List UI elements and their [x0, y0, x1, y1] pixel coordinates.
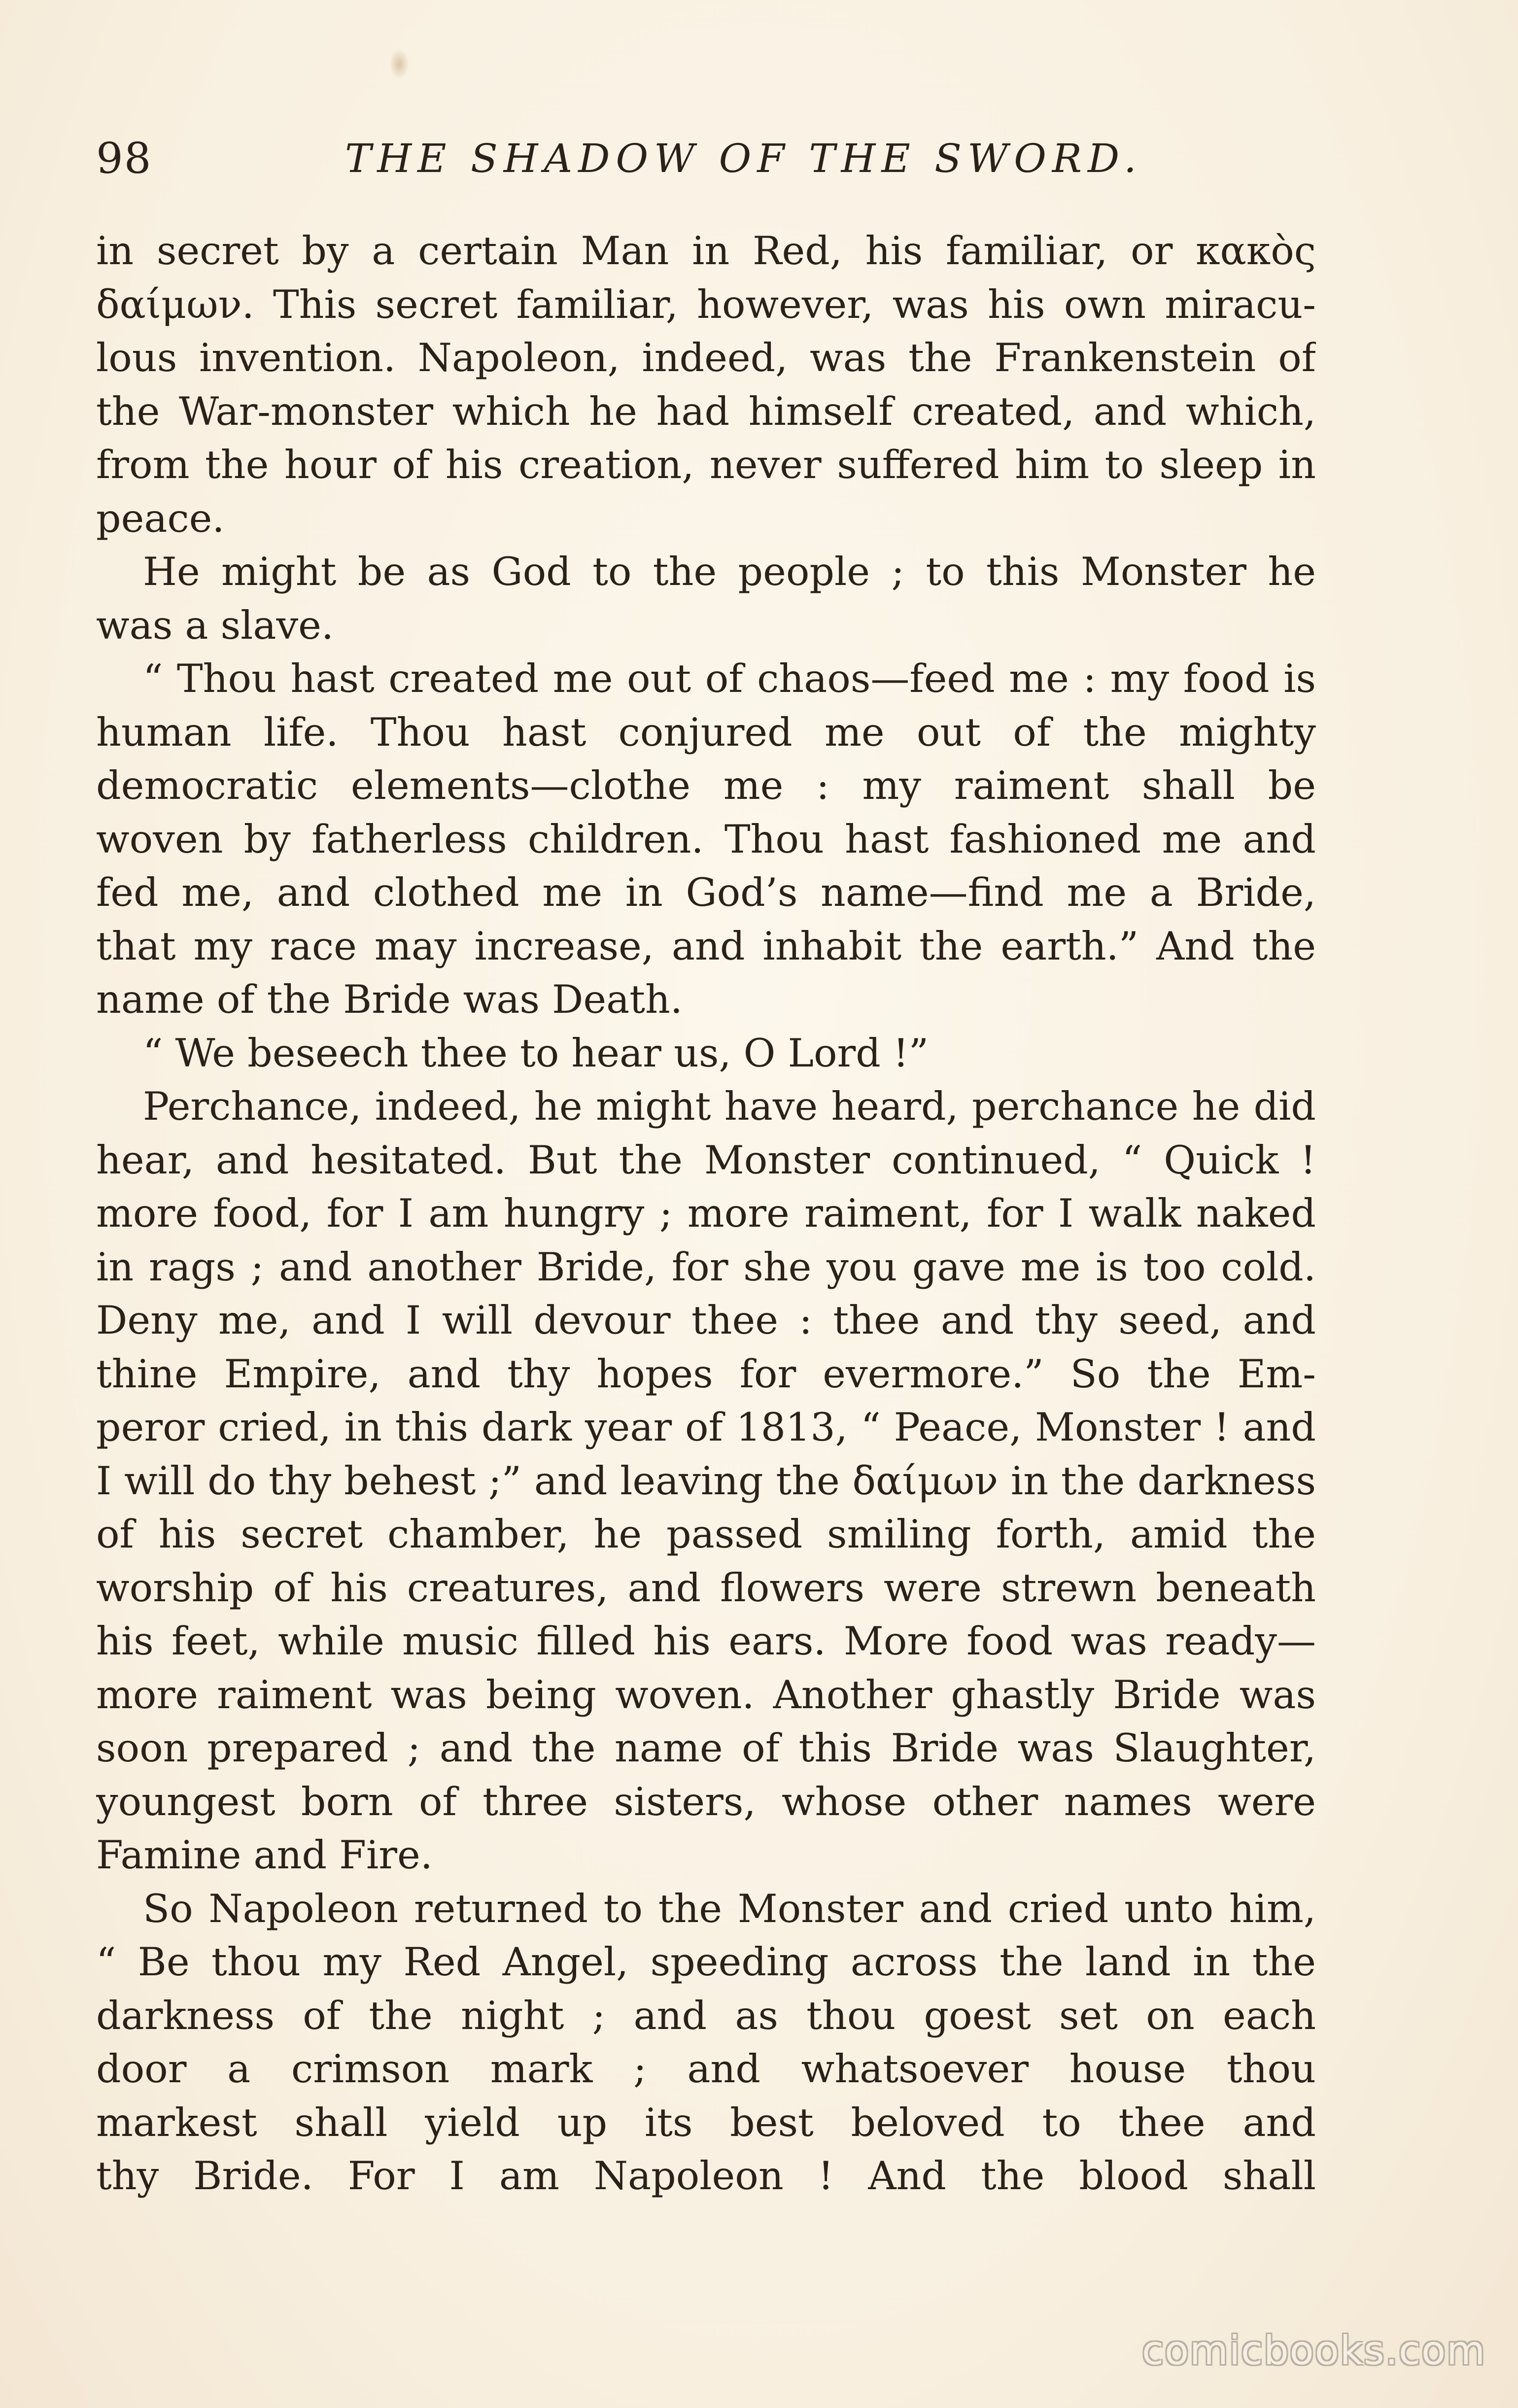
- text-line: democratic elements—clothe me : my raiment shall be: [96, 763, 1316, 808]
- text-line: that my race may increase, and inhabit the earth.” And the: [96, 923, 1316, 969]
- text-line: in rags ; and another Bride, for she you gave me is too cold.: [96, 1244, 1316, 1290]
- text-line: darkness of the night ; and as thou goest set on each: [96, 1993, 1316, 2038]
- text-line: thine Empire, and thy hopes for evermore.” So the Em-: [96, 1351, 1316, 1397]
- text-line: youngest born of three sisters, whose other names were: [96, 1779, 1316, 1824]
- text-line: peace.: [96, 495, 225, 541]
- text-line: hear, and hesitated. But the Monster continued, “ Quick !: [96, 1137, 1316, 1183]
- text-line: his feet, while music filled his ears. More food was ready—: [96, 1618, 1316, 1664]
- text-line: more food, for I am hungry ; more raiment, for I walk naked: [96, 1191, 1316, 1236]
- text-line: Deny me, and I will devour thee : thee and thy seed, and: [96, 1298, 1316, 1343]
- text-line: thy Bride. For I am Napoleon ! And the blood shall: [96, 2153, 1316, 2199]
- text-line: more raiment was being woven. Another ghastly Bride was: [96, 1672, 1316, 1718]
- text-line: woven by fatherless children. Thou hast fashioned me and: [96, 816, 1316, 862]
- text-line: “ Be thou my Red Angel, speeding across the land in the: [96, 1939, 1316, 1985]
- page-number: 98: [96, 134, 152, 183]
- text-line: soon prepared ; and the name of this Bride was Slaughter,: [96, 1725, 1316, 1771]
- text-line: So Napoleon returned to the Monster and cried unto him,: [143, 1886, 1316, 1931]
- text-line: in secret by a certain Man in Red, his familiar, or κακὸς: [96, 228, 1316, 274]
- text-line: “ Thou hast created me out of chaos—feed me : my food is: [143, 656, 1316, 701]
- text-line: human life. Thou hast conjured me out of the mighty: [96, 709, 1316, 755]
- text-line: of his secret chamber, he passed smiling forth, amid the: [96, 1512, 1316, 1557]
- text-line: Perchance, indeed, he might have heard, perchance he did: [143, 1084, 1316, 1129]
- text-line: was a slave.: [96, 602, 334, 648]
- text-line: He might be as God to the people ; to this Monster he: [143, 549, 1316, 594]
- text-line: name of the Bride was Death.: [96, 977, 683, 1022]
- text-line: I will do thy behest ;” and leaving the δαίμων in the darkness: [96, 1458, 1316, 1504]
- text-line: door a crimson mark ; and whatsoever house thou: [96, 2046, 1316, 2092]
- text-line: “ We beseech thee to hear us, O Lord !”: [143, 1030, 929, 1076]
- text-line: worship of his creatures, and flowers were strewn beneath: [96, 1565, 1316, 1611]
- watermark: comicbooks.com: [1141, 2328, 1486, 2374]
- text-line: δαίμων. This secret familiar, however, was his own miracu-: [96, 281, 1316, 327]
- page-header: [96, 129, 1323, 188]
- body-text: [96, 224, 1316, 2203]
- text-line: markest shall yield up its best beloved to thee and: [96, 2099, 1316, 2145]
- text-line: peror cried, in this dark year of 1813, “ Peace, Monster ! and: [96, 1405, 1316, 1450]
- text-line: fed me, and clothed me in God’s name—find me a Bride,: [96, 870, 1316, 915]
- text-line: the War-monster which he had himself created, and which,: [96, 388, 1316, 434]
- running-head: THE SHADOW OF THE SWORD.: [345, 136, 1142, 181]
- paper-stain: [389, 49, 409, 79]
- text-line: from the hour of his creation, never suffered him to sleep in: [96, 442, 1316, 487]
- text-line: lous invention. Napoleon, indeed, was the Frankenstein of: [96, 335, 1316, 380]
- text-line: Famine and Fire.: [96, 1832, 433, 1878]
